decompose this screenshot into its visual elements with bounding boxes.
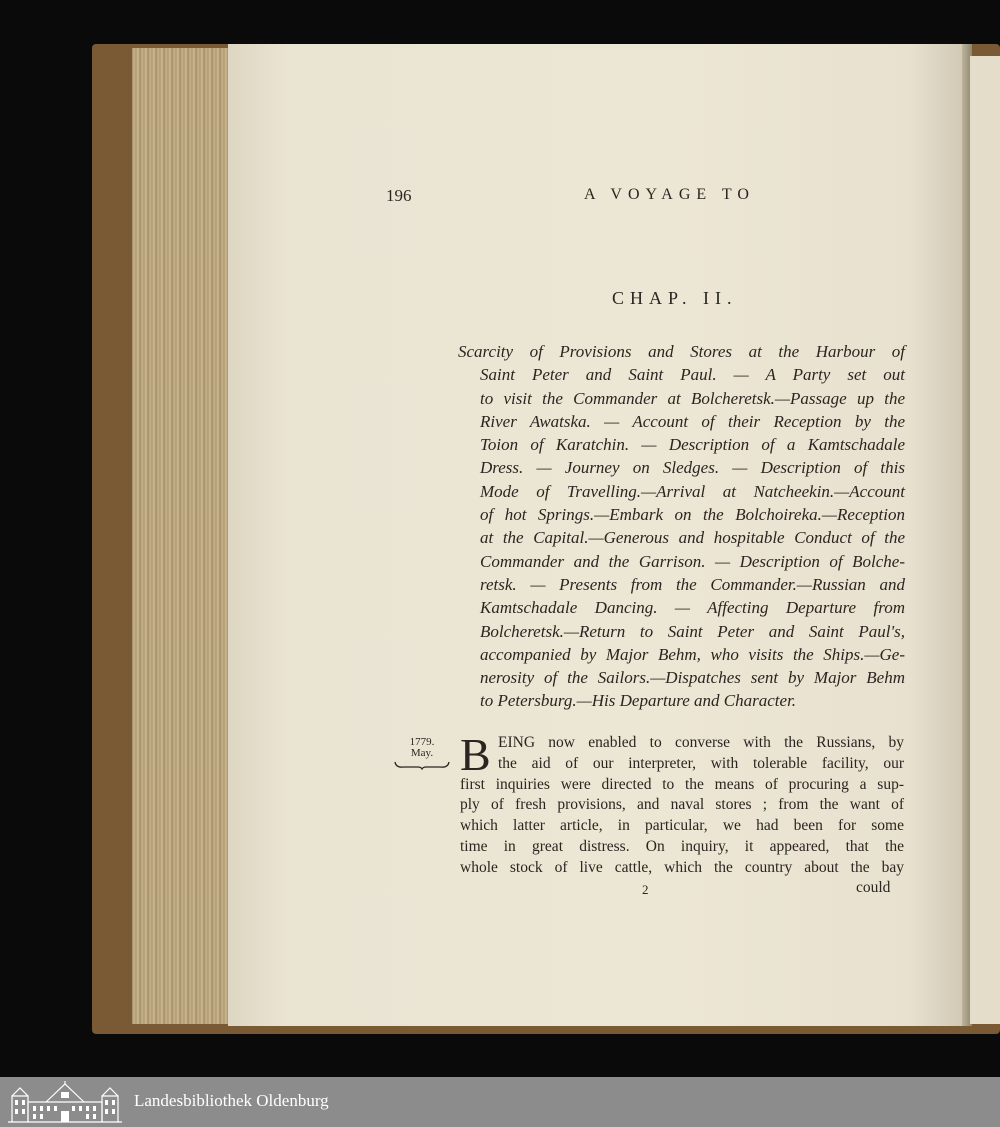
signature-mark: 2: [642, 882, 649, 897]
facing-page-edge: [970, 56, 1000, 1024]
summary-line: Toion of Karatchin. — Description of a Kamtschadale: [480, 435, 905, 455]
summary-line: Saint Peter and Saint Paul. — A Party set out: [480, 365, 905, 385]
summary-line: Bolcheretsk.—Return to Saint Peter and Saint Paul's,: [480, 621, 905, 641]
running-head: A VOYAGE TO: [584, 186, 755, 203]
summary-line: of hot Springs.—Embark on the Bolchoireka.—Reception: [480, 505, 905, 525]
library-footer: [0, 1077, 1000, 1127]
page-number: 196: [386, 186, 412, 205]
summary-line: to visit the Commander at Bolcheretsk.—Passage up the: [480, 388, 905, 408]
body-line: the aid of our interpreter, with tolerable facility, our: [498, 754, 904, 772]
summary-line: at the Capital.—Generous and hospitable Conduct of the: [480, 528, 905, 548]
summary-line: nerosity of the Sailors.—Dispatches sent by Major Behm: [480, 668, 905, 688]
summary-line: retsk. — Presents from the Commander.—Russian and: [480, 574, 905, 594]
drop-cap: B: [460, 729, 491, 780]
summary-line: Dress. — Journey on Sledges. — Description of this: [480, 458, 905, 478]
margin-date-note: [396, 737, 448, 759]
summary-line: Commander and the Garrison. — Description of Bolche-: [480, 551, 905, 571]
chapter-title: CHAP. II.: [612, 288, 738, 308]
body-line: first inquiries were directed to the means of procuring a sup-: [460, 775, 904, 793]
margin-brace-icon: [394, 760, 450, 770]
page-edges: [132, 48, 232, 1024]
summary-line: Kamtschadale Dancing. — Affecting Departure from: [480, 598, 905, 618]
body-line: EING now enabled to converse with the Russians, by: [498, 734, 904, 751]
margin-year: 1779.: [409, 736, 435, 748]
summary-line: Scarcity of Provisions and Stores at the Harbour of: [458, 342, 905, 361]
body-line: ply of fresh provisions, and naval stores ; from the want of: [460, 796, 904, 814]
library-name: Landesbibliothek Oldenburg: [134, 1091, 329, 1110]
library-building-icon: [6, 1080, 124, 1124]
body-line: whole stock of live cattle, which the country about the bay: [460, 858, 904, 876]
catchword: could: [856, 879, 891, 896]
body-line: which latter article, in particular, we had been for some: [460, 817, 904, 835]
summary-line: Mode of Travelling.—Arrival at Natcheekin.—Account: [480, 481, 905, 501]
summary-line: to Petersburg.—His Departure and Character.: [480, 691, 797, 711]
summary-line: accompanied by Major Behm, who visits the Ships.—Ge-: [480, 644, 905, 664]
margin-month: May.: [410, 747, 434, 759]
body-text: [460, 729, 904, 879]
summary-line: River Awatska. — Account of their Reception by the: [480, 411, 905, 431]
body-line: time in great distress. On inquiry, it appeared, that the: [460, 837, 904, 855]
chapter-summary: [458, 340, 905, 713]
